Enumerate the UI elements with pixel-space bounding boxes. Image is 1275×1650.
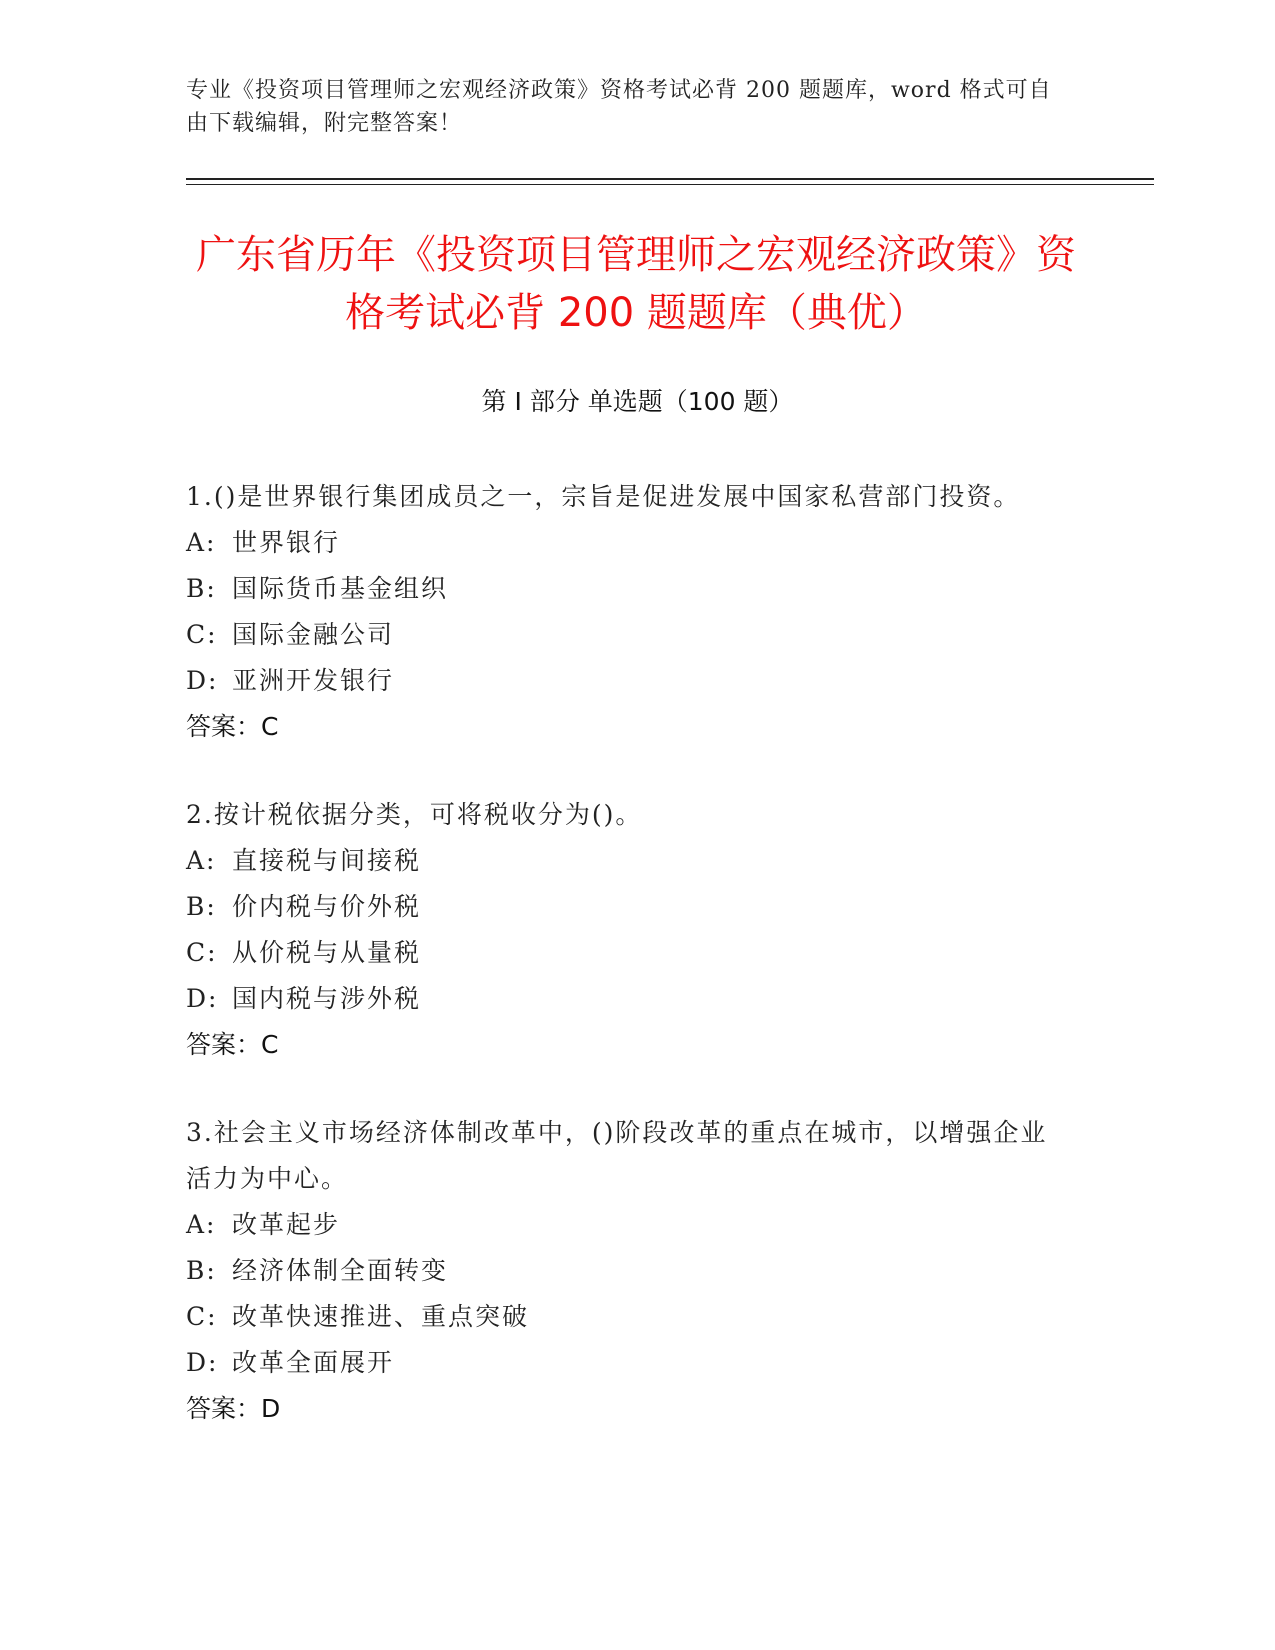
question-text: 2.按计税依据分类，可将税收分为()。 [186,800,643,829]
header-note: 专业《投资项目管理师之宏观经济政策》资格考试必背 200 题题库，word 格式可自由下载编辑，附完整答案！ [186,78,1052,136]
option-text: 改革快速推进、重点突破 [232,1302,530,1331]
option-text: 改革全面展开 [232,1348,395,1377]
option-text: 亚洲开发银行 [232,666,395,695]
option-text: 从价税与从量税 [232,938,422,967]
question-item [186,1110,1066,1432]
option-d [186,976,1066,1022]
option-label: A: [186,528,217,557]
option-d [186,658,1066,704]
option-b [186,566,1066,612]
answer-text: 答案：C [186,712,279,741]
option-label: D: [186,984,219,1013]
option-a [186,520,1066,566]
question-text: 1.()是世界银行集团成员之一，宗旨是促进发展中国家私营部门投资。 [186,482,1021,511]
option-label: C: [186,620,218,649]
option-text: 直接税与间接税 [232,846,422,875]
header-rule-thin [186,184,1154,185]
option-d [186,1340,1066,1386]
option-label: A: [186,1210,217,1239]
answer-text: 答案：D [186,1394,281,1423]
option-text: 国内税与涉外税 [232,984,422,1013]
option-label: C: [186,938,218,967]
option-text: 国际金融公司 [232,620,395,649]
option-a [186,838,1066,884]
option-c [186,1294,1066,1340]
option-c [186,612,1066,658]
option-label: B: [186,574,217,603]
option-text: 经济体制全面转变 [232,1256,449,1285]
question-text: 3.社会主义市场经济体制改革中，()阶段改革的重点在城市，以增强企业活力为中心。 [186,1118,1048,1193]
option-label: B: [186,1256,217,1285]
question-item [186,474,1066,750]
option-label: B: [186,892,217,921]
option-text: 改革起步 [232,1210,341,1239]
option-label: D: [186,1348,219,1377]
option-label: A: [186,846,217,875]
option-a [186,1202,1066,1248]
option-b [186,1248,1066,1294]
option-label: C: [186,1302,218,1331]
question-list [186,474,1066,1474]
option-c [186,930,1066,976]
answer-text: 答案：C [186,1030,279,1059]
document-title: 广东省历年《投资项目管理师之宏观经济政策》资格考试必背 200 题题库（典优） [196,232,1076,336]
header-rule-thick [186,178,1154,180]
option-b [186,884,1066,930]
option-text: 国际货币基金组织 [232,574,449,603]
question-item [186,792,1066,1068]
option-text: 价内税与价外税 [232,892,422,921]
section-title: 第 I 部分 单选题（100 题） [481,387,794,416]
option-label: D: [186,666,219,695]
option-text: 世界银行 [232,528,341,557]
